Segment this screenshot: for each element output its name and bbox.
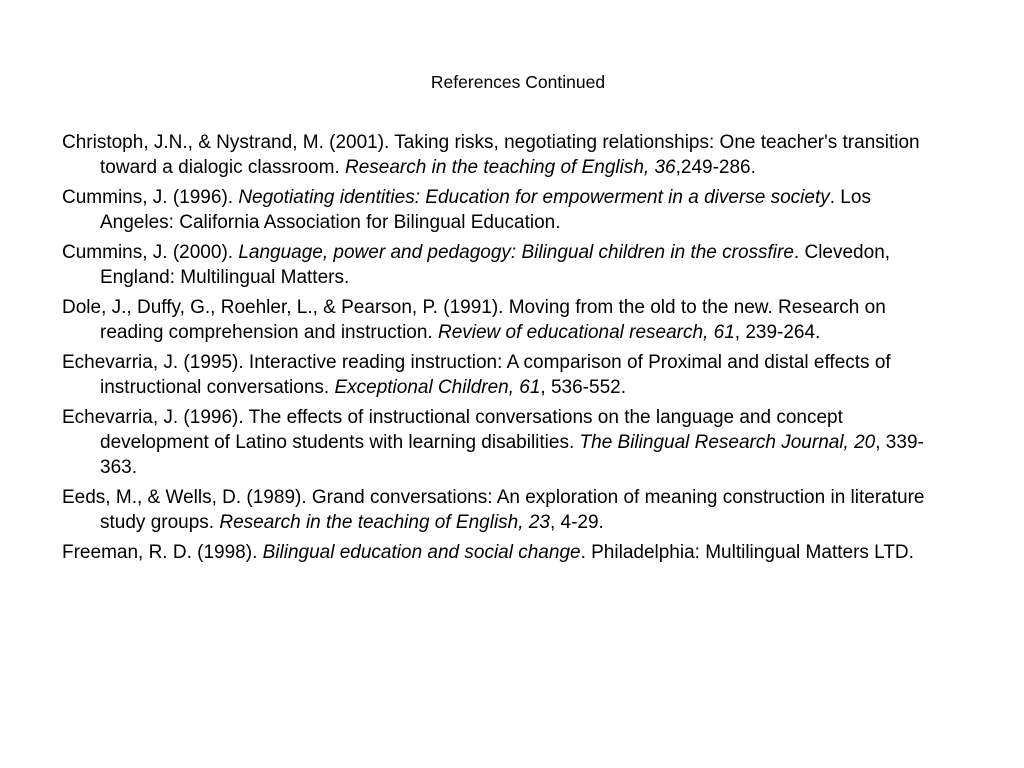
reference-item: [62, 240, 942, 290]
reference-pages: . Clevedon, England: Multilingual Matters.: [100, 242, 891, 288]
reference-item: [62, 350, 942, 400]
slide-title: References Continued: [430, 72, 606, 92]
reference-pages: , 536-552.: [540, 377, 626, 398]
reference-text: Cummins, J. (2000).: [62, 242, 239, 263]
reference-item: [62, 405, 942, 480]
reference-pages: . Philadelphia: Multilingual Matters LTD.: [580, 542, 914, 563]
reference-source: The Bilingual Research Journal, 20: [579, 432, 876, 453]
reference-text: Christoph, J.N., & Nystrand, M. (2001). Taking risks, negotiating relationships: One teacher's transition toward a dialogic classroom.: [62, 132, 920, 178]
reference-text: Echevarria, J. (1996). The effects of instructional conversations on the language and concept development of Latino students with learning disabilities.: [62, 407, 843, 453]
reference-text: Freeman, R. D. (1998).: [62, 542, 263, 563]
reference-source: Negotiating identities: Education for empowerment in a diverse society: [238, 187, 830, 208]
reference-list: [62, 130, 942, 570]
reference-item: [62, 295, 942, 345]
reference-source: Review of educational research, 61: [437, 322, 735, 343]
reference-source: Language, power and pedagogy: Bilingual children in the crossfire: [238, 242, 794, 263]
reference-source: Research in the teaching of English, 23: [219, 512, 550, 533]
reference-source: Research in the teaching of English, 36: [345, 157, 676, 178]
reference-pages: ,249-286.: [675, 157, 756, 178]
reference-text: Dole, J., Duffy, G., Roehler, L., & Pearson, P. (1991). Moving from the old to the new. Research on reading comprehension and instruction.: [62, 297, 886, 343]
reference-text: Echevarria, J. (1995). Interactive reading instruction: A comparison of Proximal and distal effects of instructional conversations.: [62, 352, 891, 398]
reference-item: [62, 130, 942, 180]
reference-item: [62, 185, 942, 235]
reference-pages: , 339-363.: [100, 432, 924, 478]
reference-text: Cummins, J. (1996).: [62, 187, 239, 208]
reference-item: [62, 540, 942, 565]
reference-text: Eeds, M., & Wells, D. (1989). Grand conversations: An exploration of meaning construction in literature study groups.: [62, 487, 925, 533]
reference-pages: , 239-264.: [734, 322, 821, 343]
reference-source: Bilingual education and social change: [262, 542, 581, 563]
reference-pages: , 4-29.: [549, 512, 604, 533]
reference-item: [62, 485, 942, 535]
reference-pages: . Los Angeles: California Association for Bilingual Education.: [100, 187, 871, 233]
reference-source: Exceptional Children, 61: [334, 377, 541, 398]
